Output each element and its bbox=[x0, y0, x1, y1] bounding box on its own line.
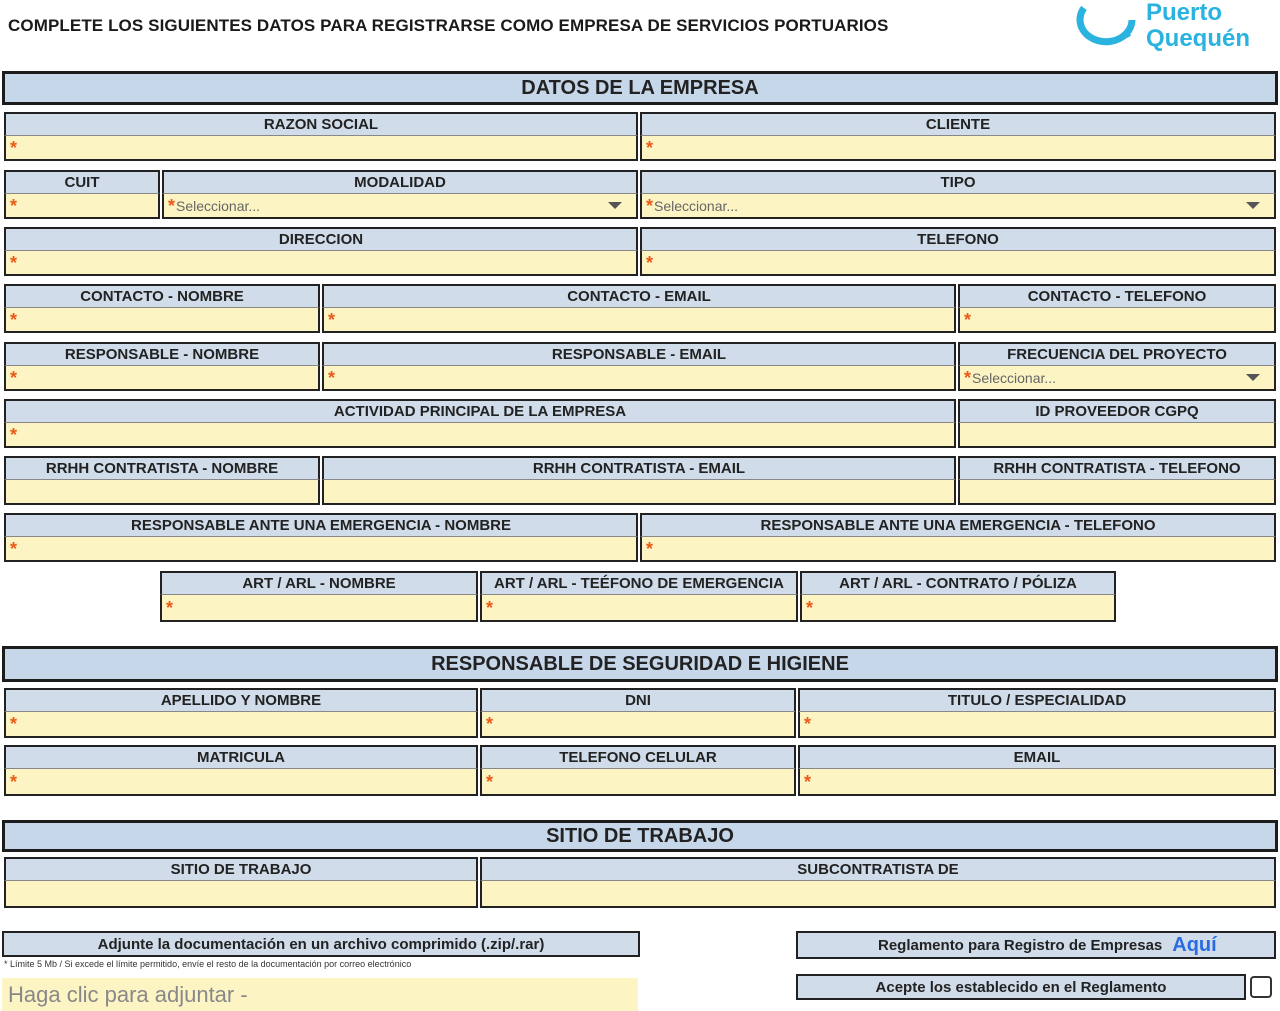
required-mark: * bbox=[804, 714, 812, 734]
section-seguridad-higiene: RESPONSABLE DE SEGURIDAD E HIGIENE bbox=[2, 646, 1278, 682]
label-frecuencia: FRECUENCIA DEL PROYECTO bbox=[958, 342, 1276, 366]
tipo-select[interactable] bbox=[640, 194, 1276, 219]
label-apellido-nombre: APELLIDO Y NOMBRE bbox=[4, 688, 478, 712]
label-subcontratista: SUBCONTRATISTA DE bbox=[480, 857, 1276, 881]
label-contacto-email: CONTACTO - EMAIL bbox=[322, 284, 956, 308]
art-contrato-input[interactable] bbox=[800, 595, 1116, 622]
label-modalidad: MODALIDAD bbox=[162, 170, 638, 194]
required-mark: * bbox=[486, 597, 494, 618]
frecuencia-select[interactable] bbox=[958, 366, 1276, 391]
art-nombre-input[interactable] bbox=[160, 595, 478, 622]
chevron-down-icon bbox=[1246, 374, 1260, 381]
label-telefono: TELEFONO bbox=[640, 227, 1276, 251]
required-mark: * bbox=[328, 309, 336, 330]
emergencia-telefono-input[interactable] bbox=[640, 537, 1276, 562]
label-rrhh-telefono: RRHH CONTRATISTA - TELEFONO bbox=[958, 456, 1276, 480]
responsable-nombre-input[interactable] bbox=[4, 366, 320, 391]
label-telefono-celular: TELEFONO CELULAR bbox=[480, 745, 796, 769]
section-datos-empresa: DATOS DE LA EMPRESA bbox=[2, 71, 1278, 105]
accept-reglamento-label: Acepte los establecido en el Reglamento bbox=[796, 974, 1246, 1000]
label-sitio-trabajo: SITIO DE TRABAJO bbox=[4, 857, 478, 881]
required-mark: * bbox=[10, 367, 18, 388]
direccion-input[interactable] bbox=[4, 251, 638, 276]
required-mark: * bbox=[10, 309, 18, 330]
modalidad-select[interactable] bbox=[162, 194, 638, 219]
logo-text bbox=[1146, 0, 1250, 52]
select-placeholder: Seleccionar... bbox=[654, 197, 739, 214]
required-mark: * bbox=[804, 771, 812, 792]
label-rrhh-email: RRHH CONTRATISTA - EMAIL bbox=[322, 456, 956, 480]
select-placeholder: Seleccionar... bbox=[176, 197, 261, 214]
dni-input[interactable] bbox=[480, 712, 796, 738]
required-mark: * bbox=[10, 195, 18, 216]
rrhh-telefono-input[interactable] bbox=[958, 480, 1276, 505]
label-contacto-nombre: CONTACTO - NOMBRE bbox=[4, 284, 320, 308]
required-mark: * bbox=[10, 252, 18, 273]
required-mark: * bbox=[168, 195, 176, 216]
id-proveedor-input[interactable] bbox=[958, 423, 1276, 448]
telefono-celular-input[interactable] bbox=[480, 769, 796, 796]
titulo-input[interactable] bbox=[798, 712, 1276, 738]
required-mark: * bbox=[964, 367, 972, 388]
label-cliente: CLIENTE bbox=[640, 112, 1276, 136]
label-art-contrato: ART / ARL - CONTRATO / PÓLIZA bbox=[800, 571, 1116, 595]
chevron-down-icon bbox=[1246, 202, 1260, 209]
required-mark: * bbox=[10, 424, 18, 445]
logo-line-1: Puerto bbox=[1146, 0, 1223, 26]
required-mark: * bbox=[486, 714, 494, 734]
reglamento-label: Reglamento para Registro de Empresas bbox=[878, 936, 1163, 954]
rrhh-email-input[interactable] bbox=[322, 480, 956, 505]
label-email: EMAIL bbox=[798, 745, 1276, 769]
label-contacto-telefono: CONTACTO - TELEFONO bbox=[958, 284, 1276, 308]
apellido-nombre-input[interactable] bbox=[4, 712, 478, 738]
label-titulo: TITULO / ESPECIALIDAD bbox=[798, 688, 1276, 712]
attach-file-button[interactable]: Haga clic para adjuntar - bbox=[2, 978, 638, 1011]
art-telefono-input[interactable] bbox=[480, 595, 798, 622]
required-mark: * bbox=[646, 137, 654, 158]
email-input[interactable] bbox=[798, 769, 1276, 796]
contacto-nombre-input[interactable] bbox=[4, 308, 320, 333]
label-id-proveedor: ID PROVEEDOR CGPQ bbox=[958, 399, 1276, 423]
required-mark: * bbox=[10, 137, 18, 158]
label-cuit: CUIT bbox=[4, 170, 160, 194]
chevron-down-icon bbox=[608, 202, 622, 209]
label-emergencia-nombre: RESPONSABLE ANTE UNA EMERGENCIA - NOMBRE bbox=[4, 513, 638, 537]
label-emergencia-telefono: RESPONSABLE ANTE UNA EMERGENCIA - TELEFONO bbox=[640, 513, 1276, 537]
required-mark: * bbox=[486, 771, 494, 792]
label-tipo: TIPO bbox=[640, 170, 1276, 194]
required-mark: * bbox=[166, 597, 174, 618]
attach-note: * Límite 5 Mb / Si excede el límite permitido, envíe el resto de la documentación por correo electrónico bbox=[4, 959, 412, 969]
contacto-telefono-input[interactable] bbox=[958, 308, 1276, 333]
matricula-input[interactable] bbox=[4, 769, 478, 796]
label-rrhh-nombre: RRHH CONTRATISTA - NOMBRE bbox=[4, 456, 320, 480]
required-mark: * bbox=[646, 252, 654, 273]
label-direccion: DIRECCION bbox=[4, 227, 638, 251]
cliente-input[interactable] bbox=[640, 136, 1276, 161]
required-mark: * bbox=[964, 309, 972, 330]
select-placeholder: Seleccionar... bbox=[972, 369, 1057, 386]
responsable-email-input[interactable] bbox=[322, 366, 956, 391]
required-mark: * bbox=[806, 597, 814, 618]
reglamento-box bbox=[796, 931, 1276, 959]
required-mark: * bbox=[10, 538, 18, 559]
reglamento-link[interactable]: Aquí bbox=[1172, 933, 1217, 956]
attach-label: Adjunte la documentación en un archivo comprimido (.zip/.rar) bbox=[2, 931, 640, 957]
emergencia-nombre-input[interactable] bbox=[4, 537, 638, 562]
label-responsable-nombre: RESPONSABLE - NOMBRE bbox=[4, 342, 320, 366]
rrhh-nombre-input[interactable] bbox=[4, 480, 320, 505]
cuit-input[interactable] bbox=[4, 194, 160, 219]
sitio-trabajo-input[interactable] bbox=[4, 881, 478, 908]
required-mark: * bbox=[10, 771, 18, 792]
label-razon-social: RAZON SOCIAL bbox=[4, 112, 638, 136]
subcontratista-input[interactable] bbox=[480, 881, 1276, 908]
logo-line-2: Quequén bbox=[1146, 25, 1251, 52]
razon-social-input[interactable] bbox=[4, 136, 638, 161]
label-actividad: ACTIVIDAD PRINCIPAL DE LA EMPRESA bbox=[4, 399, 956, 423]
label-art-nombre: ART / ARL - NOMBRE bbox=[160, 571, 478, 595]
telefono-input[interactable] bbox=[640, 251, 1276, 276]
contacto-email-input[interactable] bbox=[322, 308, 956, 333]
required-mark: * bbox=[328, 367, 336, 388]
label-matricula: MATRICULA bbox=[4, 745, 478, 769]
required-mark: * bbox=[10, 714, 18, 734]
actividad-input[interactable] bbox=[4, 423, 956, 448]
required-mark: * bbox=[646, 538, 654, 559]
label-dni: DNI bbox=[480, 688, 796, 712]
required-mark: * bbox=[646, 195, 654, 216]
label-responsable-email: RESPONSABLE - EMAIL bbox=[322, 342, 956, 366]
section-sitio-trabajo: SITIO DE TRABAJO bbox=[2, 820, 1278, 852]
page-title: COMPLETE LOS SIGUIENTES DATOS PARA REGISTRARSE COMO EMPRESA DE SERVICIOS PORTUARIOS bbox=[8, 16, 889, 35]
label-art-telefono: ART / ARL - TEÉFONO DE EMERGENCIA bbox=[480, 571, 798, 595]
accept-reglamento-checkbox[interactable] bbox=[1250, 976, 1272, 998]
